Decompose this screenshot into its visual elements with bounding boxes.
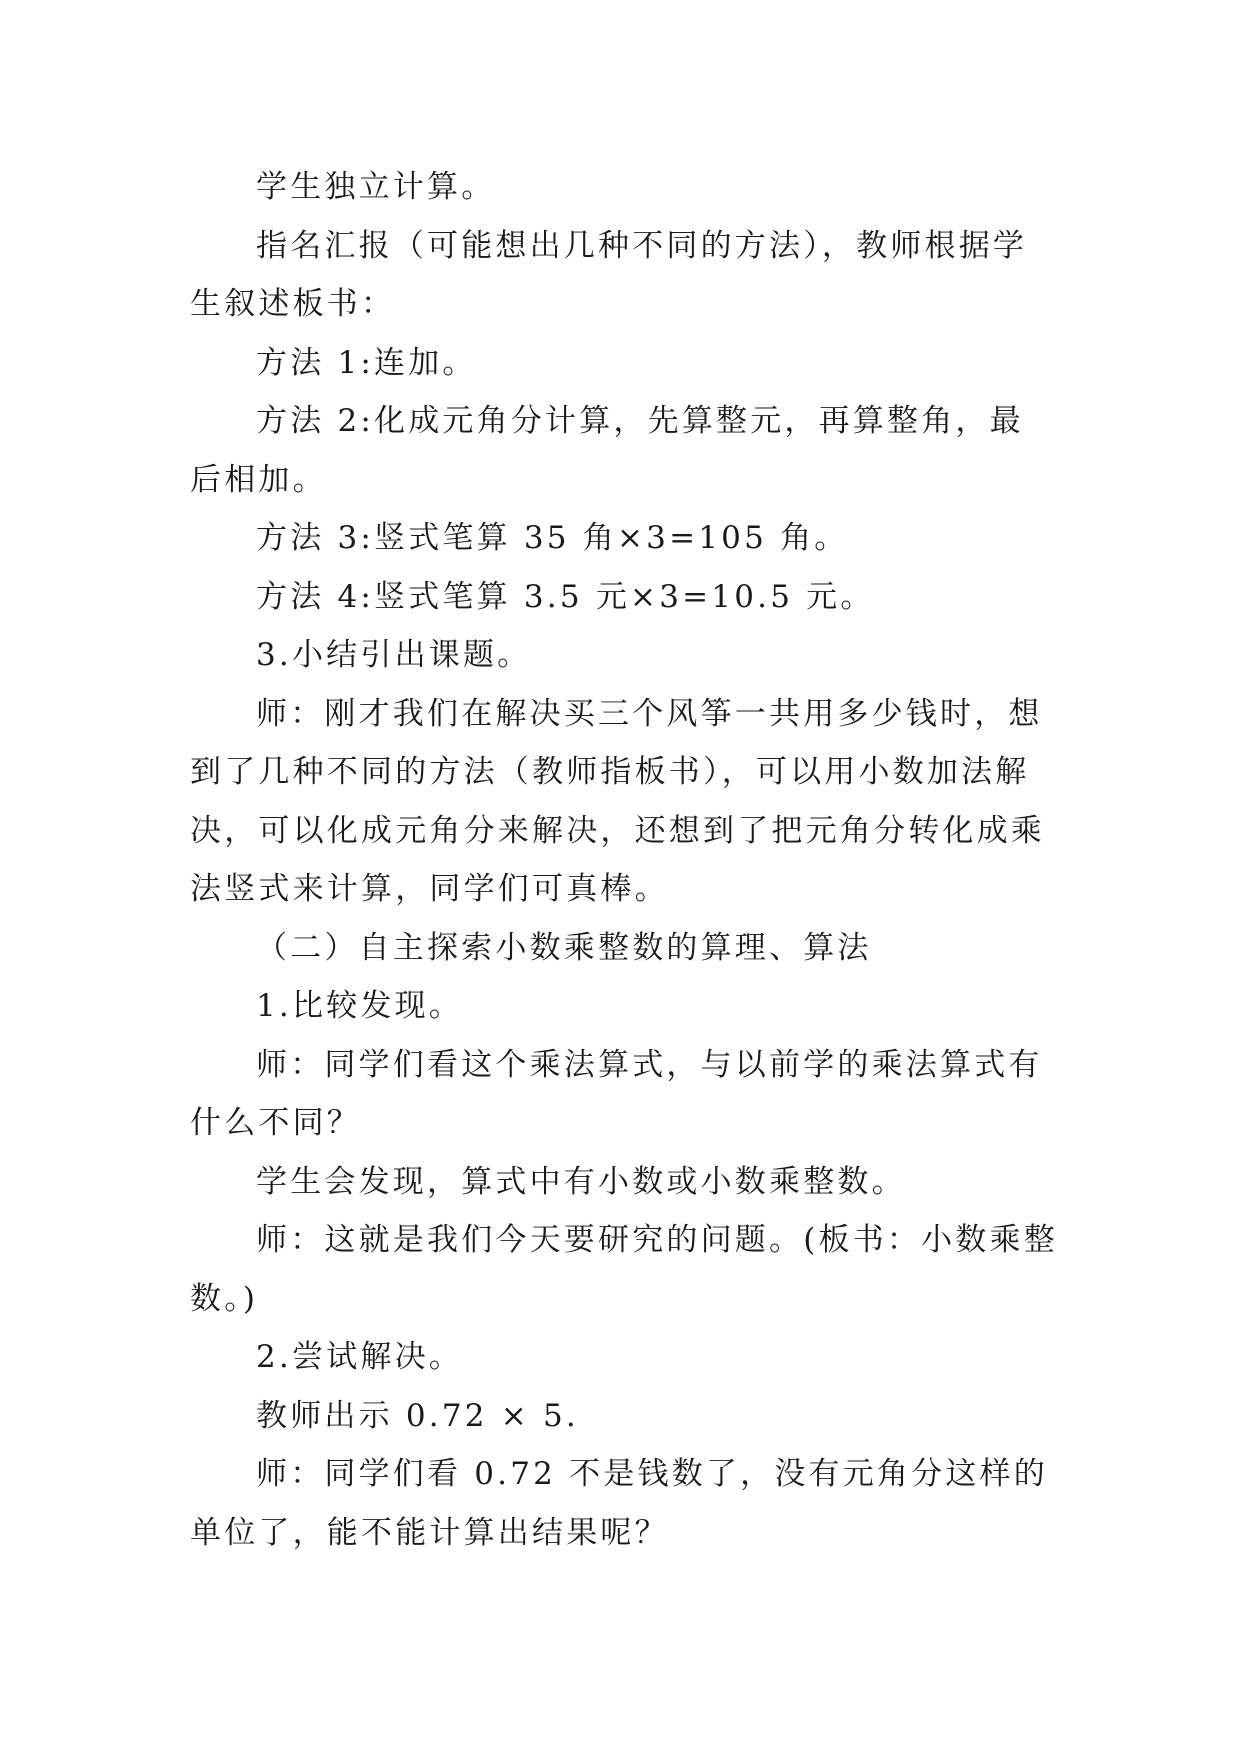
paragraph-method-4: 方法 4:竖式笔算 3.5 元×3=10.5 元。	[256, 578, 875, 615]
paragraph-student-discover: 学生会发现，算式中有小数或小数乘整数。	[256, 1163, 906, 1200]
paragraph-report: 指名汇报（可能想出几种不同的方法），教师根据学生叙述板书：	[190, 227, 1028, 322]
paragraph-method-2: 方法 2:化成元角分计算，先算整元，再算整角，最后相加。	[190, 403, 1024, 498]
paragraph-summary-title: 3.小结引出课题。	[256, 637, 532, 673]
paragraph-show-expression: 教师出示 0.72 × 5.	[256, 1397, 579, 1434]
paragraph-method-3: 方法 3:竖式笔算 35 角×3=105 角。	[256, 520, 849, 556]
paragraph-try-solve: 2.尝试解决。	[256, 1339, 463, 1375]
paragraph-method-1: 方法 1:连加。	[256, 344, 477, 381]
paragraph-teacher-question: 师：同学们看这个乘法算式，与以前学的乘法算式有什么不同？	[190, 1046, 1043, 1141]
paragraph-teacher-summary: 师：刚才我们在解决买三个风筝一共用多少钱时，想到了几种不同的方法（教师指板书），可以用小数加法解决，可以化成元角分来解决，还想到了把元角分转化成乘法竖式来计算，同学们可真棒。	[190, 695, 1045, 907]
paragraph-teacher-topic: 师：这就是我们今天要研究的问题。(板书：小数乘整数。)	[190, 1222, 1058, 1317]
paragraph-compare: 1.比较发现。	[256, 988, 463, 1024]
document-body	[190, 158, 1058, 1562]
section-heading: （二）自主探索小数乘整数的算理、算法	[256, 929, 872, 966]
paragraph-teacher-ask: 师：同学们看 0.72 不是钱数了，没有元角分这样的单位了，能不能计算出结果呢？	[190, 1456, 1048, 1551]
paragraph-student-calc: 学生独立计算。	[256, 169, 496, 205]
